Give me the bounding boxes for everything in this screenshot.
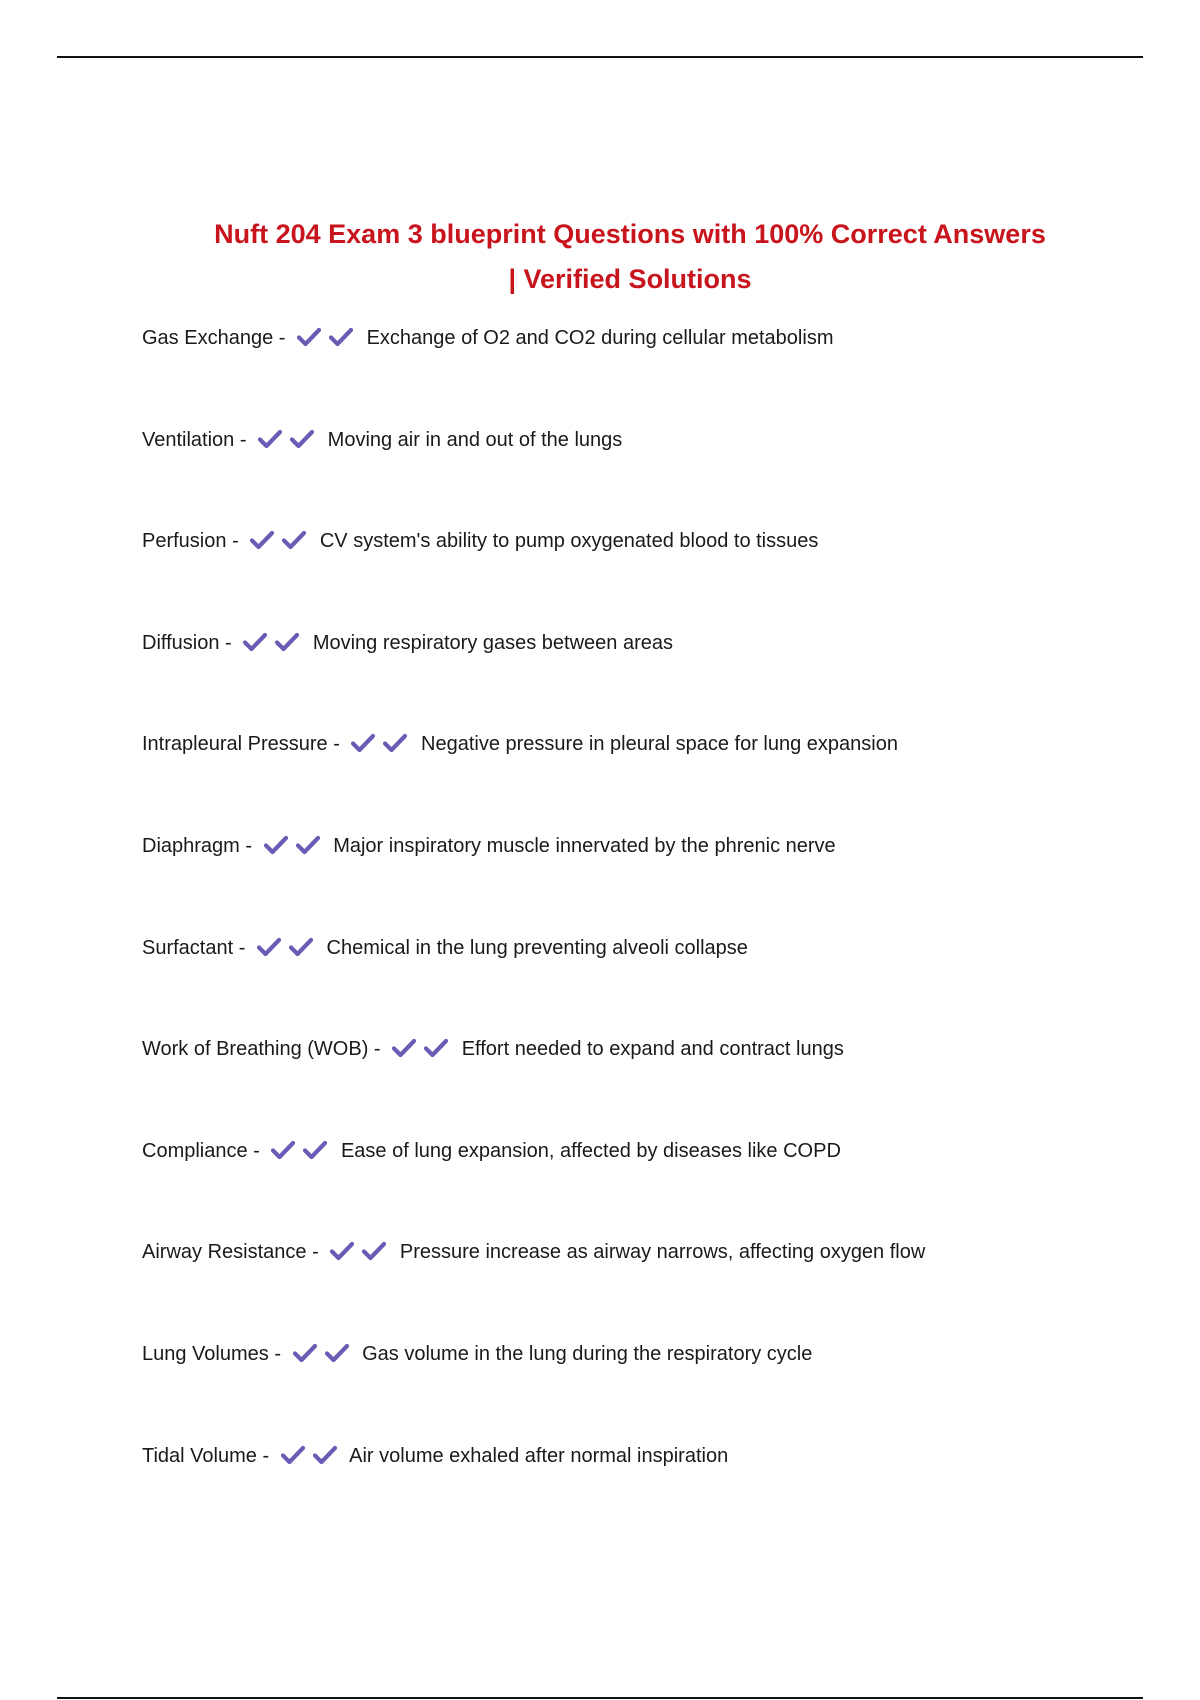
qa-separator: - <box>312 1241 319 1264</box>
qa-item-3 <box>142 521 1142 623</box>
qa-item-6 <box>142 826 1142 928</box>
top-rule <box>57 56 1143 58</box>
qa-item-12 <box>142 1436 1142 1538</box>
title-line-2: | Verified Solutions <box>508 264 752 294</box>
checkmark-icon <box>313 1445 337 1465</box>
qa-term: Surfactant <box>142 936 234 959</box>
checkmark-icon <box>264 835 288 855</box>
qa-term: Diffusion <box>142 631 220 654</box>
qa-definition: Effort needed to expand and contract lungs <box>461 1038 844 1061</box>
checkmark-icon <box>362 1241 386 1261</box>
check-marks <box>293 1337 351 1377</box>
qa-separator: - <box>238 936 246 959</box>
check-marks <box>258 423 316 463</box>
qa-term: Tidal Volume <box>142 1444 257 1467</box>
check-marks <box>250 524 308 564</box>
qa-term: Ventilation <box>142 428 235 451</box>
checkmark-icon <box>282 530 306 550</box>
qa-definition: Pressure increase as airway narrows, affecting oxygen flow <box>399 1241 926 1264</box>
qa-definition: Gas volume in the lung during the respiratory cycle <box>362 1342 813 1365</box>
qa-definition: Moving respiratory gases between areas <box>312 631 673 654</box>
checkmark-icon <box>250 530 274 550</box>
check-marks <box>264 829 322 869</box>
check-marks <box>297 321 355 361</box>
document-title <box>170 212 1090 302</box>
qa-separator: - <box>253 1139 260 1162</box>
qa-definition: Air volume exhaled after normal inspiration <box>349 1444 729 1467</box>
qa-separator: - <box>225 631 232 654</box>
qa-definition: Exchange of O2 and CO2 during cellular metabolism <box>366 327 834 349</box>
qa-separator: - <box>373 1038 381 1061</box>
qa-definition: Ease of lung expansion, affected by diseases like COPD <box>340 1139 841 1162</box>
checkmark-icon <box>303 1140 327 1160</box>
checkmark-icon <box>296 835 320 855</box>
checkmark-icon <box>392 1038 416 1058</box>
qa-item-1 <box>142 318 1142 420</box>
checkmark-icon <box>329 327 353 347</box>
qa-term: Compliance <box>142 1139 248 1162</box>
qa-separator: - <box>262 1444 270 1467</box>
qa-term: Diaphragm <box>142 834 240 857</box>
qa-separator: - <box>245 834 253 857</box>
qa-separator: - <box>239 428 247 451</box>
qa-separator: - <box>232 530 239 553</box>
check-marks <box>330 1235 388 1275</box>
qa-item-4 <box>142 623 1142 725</box>
qa-separator: - <box>333 733 340 756</box>
qa-definition: Chemical in the lung preventing alveoli collapse <box>326 936 748 959</box>
check-marks <box>281 1439 339 1479</box>
checkmark-icon <box>424 1038 448 1058</box>
qa-term: Perfusion <box>142 530 227 553</box>
checkmark-icon <box>243 632 267 652</box>
checkmark-icon <box>383 733 407 753</box>
qa-item-9 <box>142 1131 1142 1233</box>
qa-definition: Major inspiratory muscle innervated by the phrenic nerve <box>333 834 836 857</box>
checkmark-icon <box>281 1445 305 1465</box>
checkmark-icon <box>351 733 375 753</box>
qa-separator: - <box>274 1342 281 1365</box>
checkmark-icon <box>258 429 282 449</box>
qa-term: Airway Resistance <box>142 1241 307 1264</box>
check-marks <box>271 1134 329 1174</box>
checkmark-icon <box>325 1343 349 1363</box>
checkmark-icon <box>330 1241 354 1261</box>
qa-definition: CV system's ability to pump oxygenated blood to tissues <box>319 530 819 553</box>
qa-term: Lung Volumes <box>142 1342 269 1365</box>
qa-item-11 <box>142 1334 1142 1436</box>
qa-term: Work of Breathing (WOB) <box>142 1038 369 1061</box>
check-marks <box>257 931 315 971</box>
checkmark-icon <box>293 1343 317 1363</box>
qa-separator: - <box>278 327 286 349</box>
qa-item-5 <box>142 724 1142 826</box>
qa-term: Intrapleural Pressure <box>142 733 328 756</box>
qa-term: Gas Exchange <box>142 327 274 349</box>
checkmark-icon <box>275 632 299 652</box>
qa-item-10 <box>142 1232 1142 1334</box>
qa-definition: Negative pressure in pleural space for lung expansion <box>421 733 898 756</box>
checkmark-icon <box>289 937 313 957</box>
checkmark-icon <box>297 327 321 347</box>
qa-definition: Moving air in and out of the lungs <box>327 428 623 451</box>
qa-list <box>142 318 1142 1537</box>
qa-item-2 <box>142 420 1142 522</box>
qa-item-8 <box>142 1029 1142 1131</box>
qa-item-7 <box>142 928 1142 1030</box>
checkmark-icon <box>290 429 314 449</box>
bottom-rule <box>57 1697 1143 1699</box>
check-marks <box>243 626 301 666</box>
title-line-1: Nuft 204 Exam 3 blueprint Questions with 100% Correct Answers <box>214 219 1046 249</box>
check-marks <box>392 1032 450 1072</box>
checkmark-icon <box>257 937 281 957</box>
checkmark-icon <box>271 1140 295 1160</box>
check-marks <box>351 727 409 767</box>
